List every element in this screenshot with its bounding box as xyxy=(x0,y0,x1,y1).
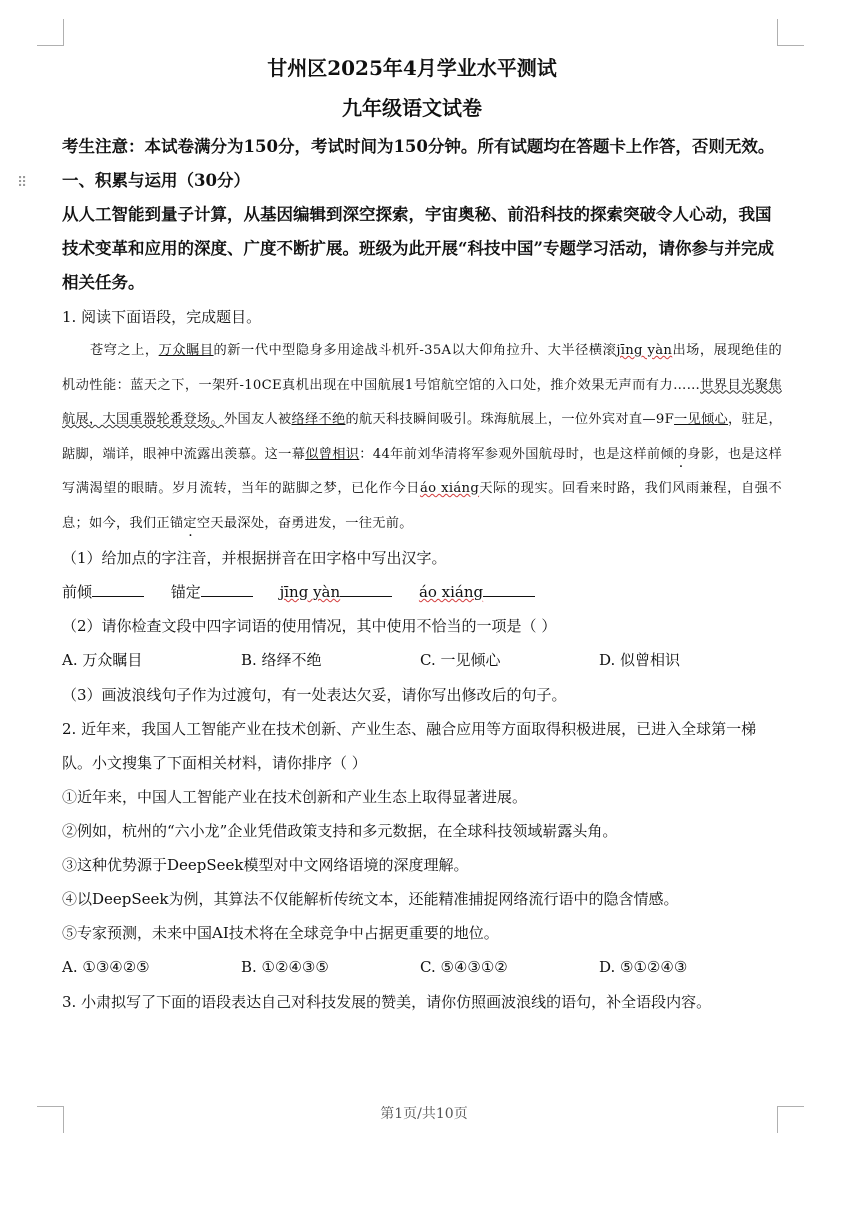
wavy-sentence: 世界目光聚焦航展，大国重器轮番登场。 xyxy=(62,377,782,427)
exam-notice: 考生注意：本试卷满分为150分，考试时间为150分钟。所有试题均在答题卡上作答，否则无效。 xyxy=(62,137,775,156)
q2-item-1: ①近年来，中国人工智能产业在技术创新和产业生态上取得显著进展。 xyxy=(62,788,528,806)
pinyin-aoxiang: áo xiáng xyxy=(419,481,480,496)
answer-blanks-row xyxy=(62,575,782,609)
question-2-stem: 2. 近年来，我国人工智能产业在技术创新、产业生态、融合应用等方面取得积极进展，已进入全球第一梯队。小文搜集了下面相关材料，请你排序（ ） xyxy=(62,720,757,772)
crop-mark-top-left xyxy=(37,19,64,46)
q2-item-5: ⑤专家预测，未来中国AI技术将在全球竞争中占据更重要的地位。 xyxy=(62,924,499,942)
word-wanzhongzhumu: 万众瞩目 xyxy=(158,343,214,358)
word-luoyibujue: 络绎不绝 xyxy=(291,412,346,427)
answer-blank[interactable] xyxy=(483,580,535,597)
option-a[interactable]: A. ①③④②⑤ xyxy=(62,958,150,976)
dotted-char-qing: 倾 xyxy=(660,446,674,462)
word-yijianqingxin: 一见倾心 xyxy=(674,412,729,427)
pinyin-jingyan: jīng yàn xyxy=(616,343,673,358)
answer-blank[interactable] xyxy=(201,580,253,597)
option-c[interactable]: C. ⑤④③①② xyxy=(420,958,508,976)
dotted-char-mao: 锚 xyxy=(169,515,184,531)
option-b[interactable]: B. ①②④③⑤ xyxy=(241,958,329,976)
option-b[interactable]: B. 络绎不绝 xyxy=(241,651,322,669)
drag-handle-icon[interactable]: ⠿ xyxy=(17,175,26,191)
page-number: 第1页/共10页 xyxy=(380,1106,468,1122)
option-d[interactable]: D. 似曾相识 xyxy=(599,651,681,669)
question-1-stem: 1. 阅读下面语段，完成题目。 xyxy=(62,308,262,326)
answer-blank[interactable] xyxy=(340,580,392,597)
word-sicengxiangshi: 似曾相识 xyxy=(305,446,360,462)
question-1-sub3: （3）画波浪线句子作为过渡句，有一处表达欠妥，请你写出修改后的句子。 xyxy=(62,686,567,704)
blank-label-aoxiang: áo xiáng xyxy=(418,583,484,601)
blank-label-qianqing: 前倾 xyxy=(62,583,93,601)
question-1-sub2: （2）请你检查文段中四字词语的使用情况，其中使用不恰当的一项是（ ） xyxy=(62,617,557,635)
q2-item-4: ④以DeepSeek为例，其算法不仅能解析传统文本，还能精准捕捉网络流行语中的隐含情感。 xyxy=(62,890,679,908)
activity-intro: 从人工智能到量子计算，从基因编辑到深空探索，宇宙奥秘、前沿科技的探索突破令人心动，我国技术变革和应用的深度、广度不断扩展。班级为此开展“科技中国”专题学习活动，请你参与并完成相关任务。 xyxy=(62,205,774,292)
reading-passage: 苍穹之上，万众瞩目的新一代中型隐身多用途战斗机歼-35A以大仰角拉升、大半径横滚jīng yàn出场，展现绝佳的机动性能：蓝天之下，一架歼-10CE真机出现在中国航展1号馆航空馆的入口处，推介效果无声而有力……世界目光聚焦航展，大国重器轮番登场。外国友人被络绎不绝的航天科技瞬间吸引。珠海航展上，一位外宾对直—9F一见倾心，驻足，踮脚，端详，眼神中流露出羡慕。这一幕似曾相识：44年前刘华清将军参观外国航母时，也是这样前倾的身影，也是这样写满渴望的眼睛。岁月流转，当年的踮脚之梦，已化作今日áo xiáng天际的现实。回看来时路，我们风雨兼程，自强不息；如今，我们正锚定空天最深处，奋勇进发，一往无前。 xyxy=(62,343,783,531)
section-heading: 一、积累与运用（30分） xyxy=(62,171,250,190)
option-d[interactable]: D. ⑤①②④③ xyxy=(599,958,688,976)
exam-title: 甘州区2025年4月学业水平测试 xyxy=(267,56,557,80)
exam-subtitle: 九年级语文试卷 xyxy=(342,96,482,120)
q2-item-2: ②例如，杭州的“六小龙”企业凭借政策支持和多元数据，在全球科技领域崭露头角。 xyxy=(62,822,618,840)
option-c[interactable]: C. 一见倾心 xyxy=(420,651,501,669)
question-3-stem: 3. 小肃拟写了下面的语段表达自己对科技发展的赞美，请你仿照画波浪线的语句，补全语段内容。 xyxy=(62,993,712,1011)
answer-blank[interactable] xyxy=(92,580,144,597)
question-1-sub1: （1）给加点的字注音，并根据拼音在田字格中写出汉字。 xyxy=(62,549,447,567)
question-2-options xyxy=(62,950,782,985)
crop-mark-top-right xyxy=(777,19,804,46)
q2-item-3: ③这种优势源于DeepSeek模型对中文网络语境的深度理解。 xyxy=(62,856,469,874)
page-content xyxy=(62,50,782,1019)
blank-label-jingyan: jīng yàn xyxy=(279,583,341,601)
option-a[interactable]: A. 万众瞩目 xyxy=(62,651,143,669)
blank-label-maoding: 锚定 xyxy=(170,583,201,601)
question-1-options xyxy=(62,643,782,678)
